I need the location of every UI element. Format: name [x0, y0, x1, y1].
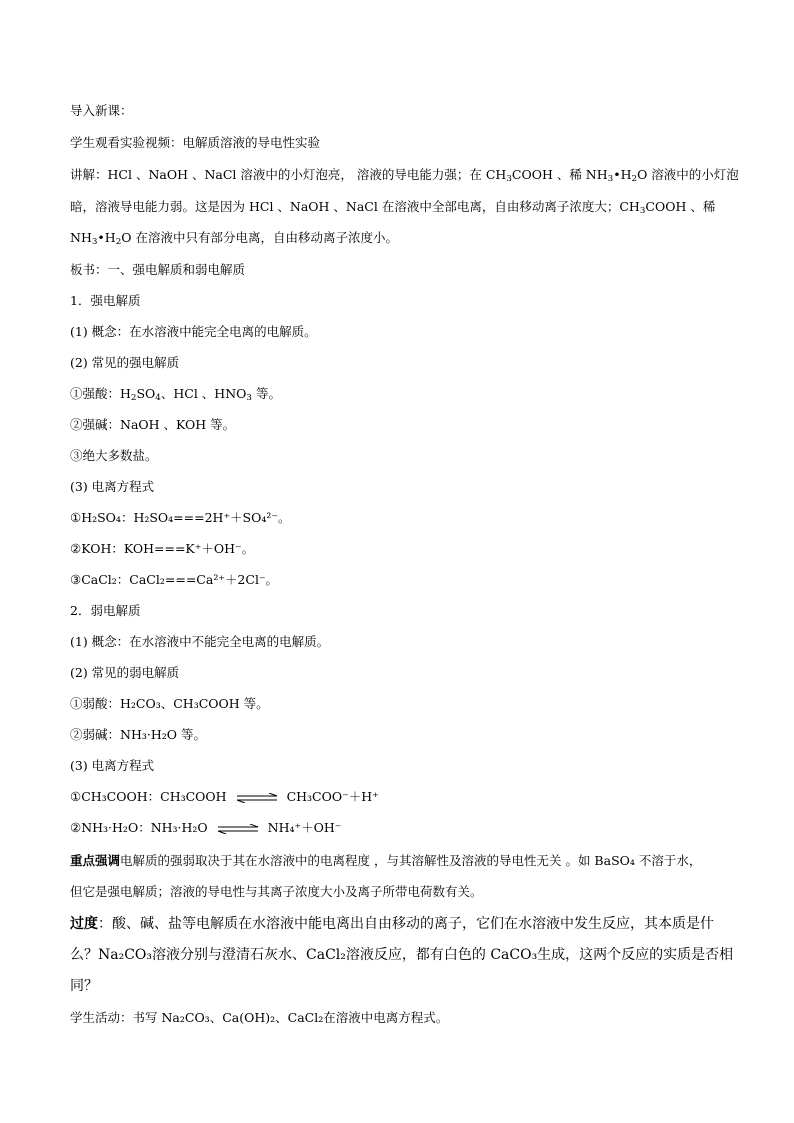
acid-text: 等。: [251, 386, 281, 401]
s1-salt: ③绝大多数盐。: [70, 448, 158, 463]
eq-left: ①CH₃COOH：CH₃COOH: [70, 789, 227, 804]
transition-line-3: 同？: [70, 978, 98, 994]
explain-text: HCl 、NaOH 、NaCl 溶液中的小灯泡亮， 溶液的导电能力强；在 CH: [107, 167, 507, 182]
board-heading: 板书：一、强电解质和弱电解质: [70, 262, 246, 277]
transition-line-1: [70, 914, 730, 934]
emphasis-label: 重点强调: [70, 853, 121, 868]
reversible-arrow-icon: [235, 793, 279, 803]
emphasis-line-2: 但它是强电解质；溶液的导电性与其离子浓度大小及离子所带电荷数有关。: [70, 884, 483, 899]
s2-eq-title: (3) 电离方程式: [70, 758, 155, 773]
s2-eq-2: [70, 819, 730, 837]
video-line: 学生观看实验视频：电解质溶液的导电性实验: [70, 135, 321, 150]
explain-text: NH: [70, 230, 92, 245]
reversible-arrow-icon: [216, 824, 260, 834]
eq-left: ②NH₃·H₂O：NH₃·H₂O: [70, 820, 208, 835]
explain-text: COOH 、稀 NH: [511, 167, 608, 182]
acid-text: ①强酸：H: [70, 386, 131, 401]
explain-label: 讲解：: [70, 167, 108, 182]
s1-title: 1．强电解质: [70, 293, 141, 308]
explain-text: •H: [613, 167, 632, 182]
explain-line-2: 暗，溶液导电能力弱。这是因为 HCl 、NaOH 、NaCl 在溶液中全部电离，自由移动离子浓度大；$CH_3COOH$ 、稀: [70, 199, 716, 216]
s1-concept: (1) 概念：在水溶液中能完全电离的电解质。: [70, 324, 317, 339]
explain-text: COOH 、稀: [645, 199, 716, 214]
s2-eq-1: [70, 788, 730, 806]
s1-eq-title: (3) 电离方程式: [70, 479, 155, 494]
eq-right: CH₃COO⁻＋H⁺: [286, 789, 379, 804]
transition-line-2: 么？Na₂CO₃溶液分别与澄清石灰水、CaCl₂溶液反应，都有白色的 CaCO₃生成，这两个反应的实质是否相: [70, 947, 734, 963]
acid-text: 、HCl 、HNO: [160, 386, 247, 401]
emphasis-line-1: [70, 852, 730, 870]
s2-weak-base: ②弱碱：NH₃·H₂O 等。: [70, 727, 206, 742]
student-activity: 学生活动：书写 Na₂CO₃、Ca(OH)₂、CaCl₂在溶液中电离方程式。: [70, 1010, 449, 1025]
s1-strong-acid: ①强酸：$H_2SO_4$、HCl 、$HNO_3$ 等。: [70, 386, 281, 403]
s1-eq-2: ②KOH：KOH===K⁺＋OH⁻。: [70, 541, 255, 556]
s2-concept: (1) 概念：在水溶液中不能完全电离的电解质。: [70, 634, 330, 649]
explain-text: •H: [97, 230, 116, 245]
acid-text: SO: [136, 386, 156, 401]
s1-strong-base: ②强碱：NaOH 、KOH 等。: [70, 417, 236, 432]
explain-line-1: 讲解：HCl 、NaOH 、NaCl 溶液中的小灯泡亮， 溶液的导电能力强；在 $CH_3COOH$ 、稀 $NH_3•H_2O$ 溶液中的小灯泡: [70, 167, 739, 184]
intro-title: 导入新课：: [70, 103, 133, 118]
explain-text: 暗，溶液导电能力弱。这是因为 HCl 、NaOH 、NaCl 在溶液中全部电离，自由移动离子浓度大；CH: [70, 199, 640, 214]
explain-text: O 在溶液中只有部分电离，自由移动离子浓度小。: [121, 230, 399, 245]
s1-eq-1: ①H₂SO₄：H₂SO₄===2H⁺＋SO₄²⁻。: [70, 510, 291, 525]
transition-label: 过度: [70, 916, 98, 932]
s1-common: (2) 常见的强电解质: [70, 355, 180, 370]
s2-title: 2．弱电解质: [70, 603, 141, 618]
transition-text: ：酸、碱、盐等电解质在水溶液中能电离出自由移动的离子，它们在水溶液中发生反应，其本质是什: [98, 916, 714, 932]
s1-eq-3: ③CaCl₂：CaCl₂===Ca²⁺＋2Cl⁻。: [70, 572, 279, 587]
eq-right: NH₄⁺＋OH⁻: [267, 820, 342, 835]
explain-text: O 溶液中的小灯泡: [637, 167, 739, 182]
emphasis-text: 电解质的强弱取决于其在水溶液中的电离程度 ，与其溶解性及溶液的导电性无关 。如 BaSO₄ 不溶于水，: [120, 853, 702, 868]
s2-weak-acid: ①弱酸：H₂CO₃、CH₃COOH 等。: [70, 696, 269, 711]
s2-common: (2) 常见的弱电解质: [70, 665, 180, 680]
explain-line-3: $NH_3•H_2O$ 在溶液中只有部分电离，自由移动离子浓度小。: [70, 230, 399, 247]
